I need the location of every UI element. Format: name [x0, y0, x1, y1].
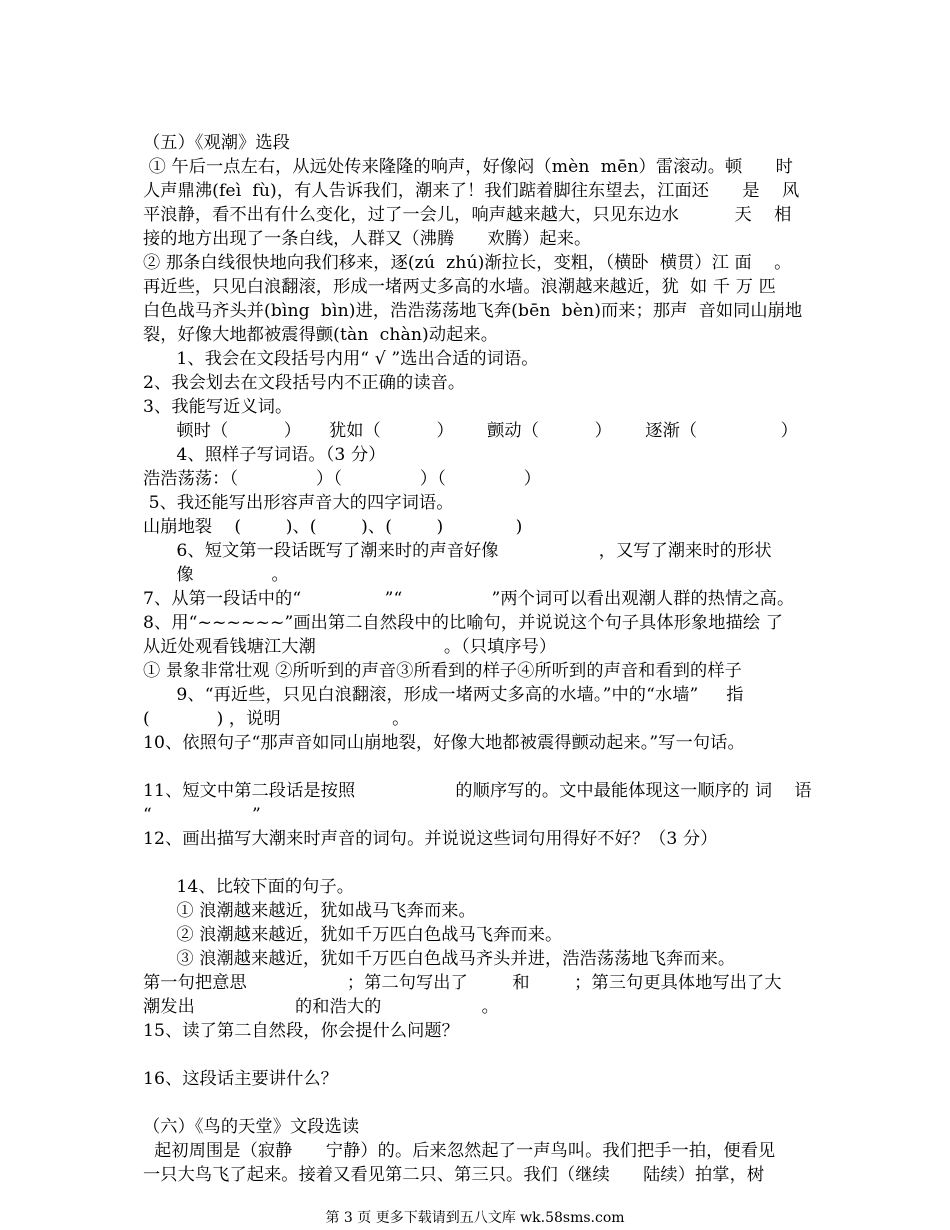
passage-line: 白色战马齐头并(bìng bìn)进，浩浩荡荡地飞奔(bēn bèn)而来；那声 音如同山崩地	[143, 301, 803, 321]
page-footer: 第 3 页 更多下载请到五八文库 wk.58sms.com	[325, 1210, 625, 1226]
question-line: 潮发出 的和浩大的 。	[143, 997, 499, 1017]
passage-line: ② 那条白线很快地向我们移来，逐(zú zhú)渐拉长，变粗，（横卧 横贯）江 面 。	[143, 253, 792, 273]
question-line: 1、我会在文段括号内用“ √ ”选出合适的词语。	[143, 349, 539, 369]
question-line: “ ”	[143, 805, 261, 825]
passage-line: 人声鼎沸(feì fù)，有人告诉我们，潮来了！我们踮着脚往东望去，江面还 是 风	[143, 181, 800, 201]
question-line: 8、用“~~~~~~”画出第二自然段中的比喻句，并说说这个句子具体形象地描绘 了	[143, 613, 784, 633]
question-line: ① 景象非常壮观 ②所听到的声音③所看到的样子④所听到的声音和看到的样子	[143, 661, 742, 681]
question-line: 3、我能写近义词。	[143, 397, 293, 417]
passage-line: 起初周围是（寂静 宁静）的。后来忽然起了一声鸟叫。我们把手一拍，便看见	[143, 1141, 776, 1161]
passage-line: 平浪静，看不出有什么变化，过了一会儿，响声越来越大，只见东边水 天 相	[143, 205, 792, 225]
question-line: 5、我还能写出形容声音大的四字词语。	[143, 493, 454, 513]
question-line: ① 浪潮越来越近，犹如战马飞奔而来。	[143, 901, 476, 921]
question-line: 从近处观看钱塘江大潮 。（只填序号）	[143, 637, 557, 657]
question-line: 10、依照句子“那声音如同山崩地裂，好像大地都被震得颤动起来。”写一句话。	[143, 733, 745, 753]
question-line: ② 浪潮越来越近，犹如千万匹白色战马飞奔而来。	[143, 925, 563, 945]
question-line: 15、读了第二自然段，你会提什么问题？	[143, 1021, 459, 1041]
section-six-heading: （六）《鸟的天堂》文段选读	[143, 1117, 360, 1137]
question-line: 山崩地裂 ( )、( )、( ) )	[143, 517, 523, 537]
question-line: ③ 浪潮越来越近，犹如千万匹白色战马齐头并进，浩浩荡荡地飞奔而来。	[143, 949, 736, 969]
passage-line: 接的地方出现了一条白线，人群又（沸腾 欢腾）起来。	[143, 229, 592, 249]
question-line: 4、照样子写词语。（3 分）	[143, 445, 386, 465]
section-five-heading: （五）《观潮》选段	[143, 133, 290, 153]
question-line: 6、短文第一段话既写了潮来时的声音好像 ，又写了潮来时的形状	[143, 541, 772, 561]
question-line: 16、这段话主要讲什么？	[143, 1069, 338, 1089]
passage-line: 一只大鸟飞了起来。接着又看见第二只、第三只。我们（继续 陆续）拍掌，树	[143, 1165, 765, 1185]
question-line: 11、短文中第二段话是按照 的顺序写的。文中最能体现这一顺序的 词 语	[143, 781, 812, 801]
question-line: 第一句把意思 ；第二句写出了 和 ；第三句更具体地写出了大	[143, 973, 782, 993]
question-line: 浩浩荡荡：（ ）（ ）（ ）	[143, 469, 542, 489]
passage-line: ① 午后一点左右，从远处传来隆隆的响声，好像闷（mèn mēn）雷滚动。顿 时	[143, 157, 793, 177]
question-line: 像 。	[143, 565, 289, 585]
question-line: 12、画出描写大潮来时声音的词句。并说说这些词句用得好不好？（3 分）	[143, 829, 718, 849]
question-line: 14、比较下面的句子。	[143, 877, 355, 897]
question-line: ( ) ，说明 。	[143, 709, 410, 729]
question-line: 顿时（ ） 犹如（ ） 颤动（ ） 逐渐（ ）	[143, 421, 798, 441]
question-line: 9、“再近些，只见白浪翻滚，形成一堵两丈多高的水墙。”中的“水墙” 指	[143, 685, 744, 705]
question-line: 2、我会划去在文段括号内不正确的读音。	[143, 373, 466, 393]
question-line: 7、从第一段话中的“ ”“ ”两个词可以看出观潮人群的热情之高。	[143, 589, 795, 609]
passage-line: 再近些，只见白浪翻滚，形成一堵两丈多高的水墙。浪潮越来越近，犹 如 千 万 匹	[143, 277, 776, 297]
passage-line: 裂，好像大地都被震得颤(tàn chàn)动起来。	[143, 325, 498, 345]
